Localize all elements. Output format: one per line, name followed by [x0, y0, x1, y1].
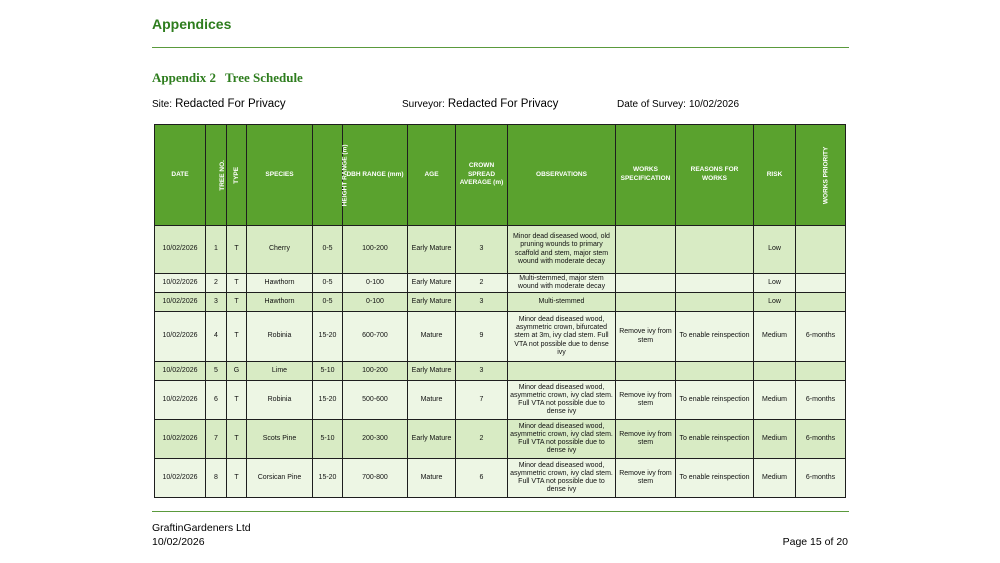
table-cell: 700-800	[343, 459, 408, 498]
table-cell: 10/02/2026	[155, 459, 206, 498]
table-cell: 10/02/2026	[155, 362, 206, 381]
table-cell: 600-700	[343, 312, 408, 362]
table-cell: Medium	[754, 381, 796, 420]
table-cell: Corsican Pine	[247, 459, 313, 498]
table-cell: 4	[206, 312, 227, 362]
table-cell: 6-months	[796, 312, 846, 362]
table-cell: Early Mature	[408, 226, 456, 274]
table-cell	[796, 293, 846, 312]
table-cell	[616, 226, 676, 274]
table-cell: Robinia	[247, 381, 313, 420]
table-cell: Minor dead diseased wood, asymmetric crown, bifurcated stem at 3m, ivy clad stem. Full VTA not possible due to dense ivy	[508, 312, 616, 362]
column-header: TYPE	[227, 125, 247, 226]
surveyor-value: Redacted For Privacy	[447, 98, 559, 110]
table-cell: To enable reinspection	[676, 420, 754, 459]
table-cell: T	[227, 381, 247, 420]
table-cell: Minor dead diseased wood, old pruning wounds to primary scaffold and stem, major stem wound with moderate decay	[508, 226, 616, 274]
table-cell: Remove ivy from stem	[616, 420, 676, 459]
table-cell: Early Mature	[408, 274, 456, 293]
page-header-title: Appendices	[152, 16, 232, 32]
site-label: Site:	[152, 99, 173, 110]
column-header: TREE NO.	[206, 125, 227, 226]
surveyor-field	[402, 98, 558, 110]
table-cell: 2	[456, 420, 508, 459]
table-cell: 1	[206, 226, 227, 274]
table-cell: 100-200	[343, 362, 408, 381]
table-cell	[676, 226, 754, 274]
table-cell: 3	[456, 293, 508, 312]
table-cell: Early Mature	[408, 362, 456, 381]
table-cell: 3	[456, 362, 508, 381]
table-cell: 2	[206, 274, 227, 293]
table-row	[155, 381, 846, 420]
table-cell: Early Mature	[408, 293, 456, 312]
footer-company: GraftinGardeners Ltd	[152, 522, 251, 534]
table-cell: Mature	[408, 312, 456, 362]
table-row	[155, 362, 846, 381]
table-cell: Hawthorn	[247, 293, 313, 312]
column-header: WORKS SPECIFICATION	[616, 125, 676, 226]
column-header: WORKS PRIORITY	[796, 125, 846, 226]
table-cell: Remove ivy from stem	[616, 381, 676, 420]
table-cell: T	[227, 293, 247, 312]
table-cell: Mature	[408, 381, 456, 420]
table-cell: 15-20	[313, 312, 343, 362]
table-cell: 3	[456, 226, 508, 274]
column-header: HEIGHT RANGE (m)	[313, 125, 343, 226]
table-cell: T	[227, 312, 247, 362]
table-row	[155, 420, 846, 459]
header-rule	[152, 47, 849, 48]
table-cell: 10/02/2026	[155, 293, 206, 312]
table-cell: Cherry	[247, 226, 313, 274]
table-cell: Medium	[754, 459, 796, 498]
table-cell	[508, 362, 616, 381]
table-cell: Minor dead diseased wood, asymmetric crown, ivy clad stem. Full VTA not possible due to dense ivy	[508, 420, 616, 459]
table-row	[155, 274, 846, 293]
table-cell: T	[227, 274, 247, 293]
table-cell: 10/02/2026	[155, 226, 206, 274]
table-cell	[754, 362, 796, 381]
survey-date-field	[617, 98, 739, 110]
table-cell: 6-months	[796, 459, 846, 498]
appendix-number: Appendix 2	[152, 70, 216, 85]
column-header: OBSERVATIONS	[508, 125, 616, 226]
table-cell: Remove ivy from stem	[616, 312, 676, 362]
table-row	[155, 312, 846, 362]
footer-rule	[152, 511, 849, 512]
column-header: RISK	[754, 125, 796, 226]
tree-schedule-table	[154, 124, 846, 498]
table-cell: Lime	[247, 362, 313, 381]
table-cell: 0-5	[313, 226, 343, 274]
table-cell: Early Mature	[408, 420, 456, 459]
table-cell: 5-10	[313, 420, 343, 459]
table-cell: To enable reinspection	[676, 312, 754, 362]
column-header: SPECIES	[247, 125, 313, 226]
table-header-row	[155, 125, 846, 226]
table-cell: Medium	[754, 420, 796, 459]
table-cell: 10/02/2026	[155, 312, 206, 362]
table-cell: 6-months	[796, 381, 846, 420]
table-cell: Minor dead diseased wood, asymmetric crown, ivy clad stem. Full VTA not possible due to dense ivy	[508, 459, 616, 498]
appendix-heading	[152, 70, 303, 86]
table-cell	[676, 362, 754, 381]
table-cell: Low	[754, 274, 796, 293]
table-cell: Low	[754, 226, 796, 274]
table-cell	[796, 226, 846, 274]
table-cell	[616, 293, 676, 312]
table-cell: G	[227, 362, 247, 381]
table-cell: Medium	[754, 312, 796, 362]
column-header: AGE	[408, 125, 456, 226]
footer-date: 10/02/2026	[152, 536, 205, 548]
table-cell: 8	[206, 459, 227, 498]
table-cell: Hawthorn	[247, 274, 313, 293]
table-cell: 100-200	[343, 226, 408, 274]
table-cell: 0-100	[343, 274, 408, 293]
table-cell: T	[227, 420, 247, 459]
site-field	[152, 98, 286, 110]
table-cell: 5-10	[313, 362, 343, 381]
table-cell: Minor dead diseased wood, asymmetric crown, ivy clad stem. Full VTA not possible due to dense ivy	[508, 381, 616, 420]
table-cell	[616, 362, 676, 381]
table-cell: 10/02/2026	[155, 420, 206, 459]
table-cell: 7	[456, 381, 508, 420]
table-cell	[796, 274, 846, 293]
table-row	[155, 293, 846, 312]
table-cell: 15-20	[313, 381, 343, 420]
table-cell: 2	[456, 274, 508, 293]
table-row	[155, 459, 846, 498]
survey-date-value: 10/02/2026	[688, 99, 740, 110]
page-number: Page 15 of 20	[782, 536, 848, 548]
column-header: DBH RANGE (mm)	[343, 125, 408, 226]
table-cell: T	[227, 226, 247, 274]
table-cell: T	[227, 459, 247, 498]
appendix-title: Tree Schedule	[224, 70, 303, 85]
table-cell	[676, 274, 754, 293]
table-cell: 10/02/2026	[155, 381, 206, 420]
table-cell: 6	[206, 381, 227, 420]
column-header: CROWN SPREAD AVERAGE (m)	[456, 125, 508, 226]
table-cell: 6-months	[796, 420, 846, 459]
table-cell: Remove ivy from stem	[616, 459, 676, 498]
table-cell: To enable reinspection	[676, 381, 754, 420]
table-cell: 0-5	[313, 274, 343, 293]
table-cell: Low	[754, 293, 796, 312]
surveyor-label: Surveyor:	[402, 99, 445, 110]
table-cell: 6	[456, 459, 508, 498]
table-cell: Multi-stemmed, major stem wound with moderate decay	[508, 274, 616, 293]
table-cell: 9	[456, 312, 508, 362]
table-cell: To enable reinspection	[676, 459, 754, 498]
table-cell: Scots Pine	[247, 420, 313, 459]
table-cell: 10/02/2026	[155, 274, 206, 293]
table-cell: 15-20	[313, 459, 343, 498]
table-cell: Robinia	[247, 312, 313, 362]
column-header: REASONS FOR WORKS	[676, 125, 754, 226]
table-cell	[796, 362, 846, 381]
table-cell	[676, 293, 754, 312]
table-cell: Mature	[408, 459, 456, 498]
survey-date-label: Date of Survey:	[617, 99, 686, 110]
table-row	[155, 226, 846, 274]
table-cell: 0-5	[313, 293, 343, 312]
table-cell: 0-100	[343, 293, 408, 312]
table-cell: 3	[206, 293, 227, 312]
site-value: Redacted For Privacy	[175, 98, 286, 110]
table-cell: Multi-stemmed	[508, 293, 616, 312]
table-cell	[616, 274, 676, 293]
table-cell: 7	[206, 420, 227, 459]
table-cell: 200-300	[343, 420, 408, 459]
table-cell: 500-600	[343, 381, 408, 420]
column-header: DATE	[155, 125, 206, 226]
table-cell: 5	[206, 362, 227, 381]
